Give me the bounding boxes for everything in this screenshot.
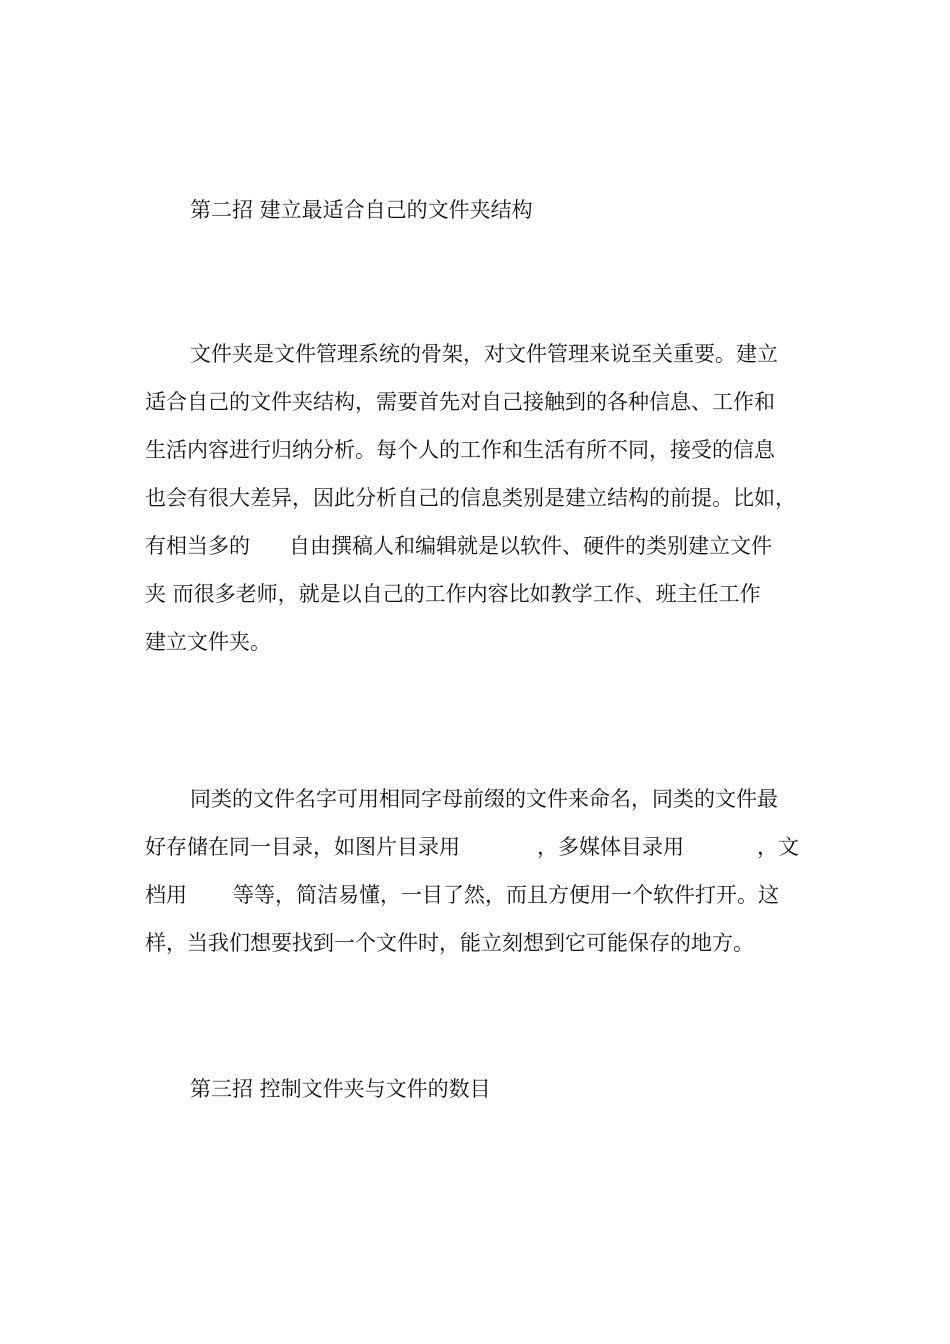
text-line [145,484,810,532]
text-line [145,388,810,436]
text-line [145,580,810,628]
text-segment: 夹 而很多老师，就是以自己的工作内容比如教学工作、班主任工作 [145,582,761,606]
text-segment: 也会有很大差异，因此分析自己的信息类别是建立结构的前提。比如， [145,486,796,510]
text-line [145,532,810,580]
text-segment: 等等，简洁易懂，一目了然，而且方便用一个软件打开。这 [233,883,779,907]
text-segment: 同类的文件名字可用相同字母前缀的文件来命名，同类的文件最 [190,787,778,811]
text-line [145,785,810,833]
text-line [145,628,810,676]
text-segment: 文件夹是文件管理系统的骨架，对文件管理来说至关重要。建立 [190,342,778,366]
text-segment: 建立文件夹。 [145,630,271,654]
paragraph-folder-structure [145,340,810,676]
text-segment: 适合自己的文件夹结构，需要首先对自己接触到的各种信息、工作和 [145,390,775,414]
text-segment: 档用 [145,883,187,907]
text-line [145,929,810,977]
text-segment: 有相当多的 [145,534,250,558]
text-segment: 生活内容进行归纳分析。每个人的工作和生活有所不同，接受的信息 [145,438,775,462]
text-line [145,833,810,881]
text-segment: 好存储在同一目录，如图片目录用 [145,835,460,859]
text-segment: ，文 [757,835,799,859]
paragraph-file-naming [145,785,810,977]
text-line [145,881,810,929]
text-segment: 自由撰稿人和编辑就是以软件、硬件的类别建立文件 [289,534,772,558]
text-line [145,340,810,388]
text-segment: ，多媒体目录用 [537,835,684,859]
section-heading-2: 第二招 建立最适合自己的文件夹结构 [190,198,533,222]
text-segment: 样，当我们想要找到一个文件时，能立刻想到它可能保存的地方。 [145,931,754,955]
text-line [145,436,810,484]
section-heading-3: 第三招 控制文件夹与文件的数目 [190,1077,491,1101]
